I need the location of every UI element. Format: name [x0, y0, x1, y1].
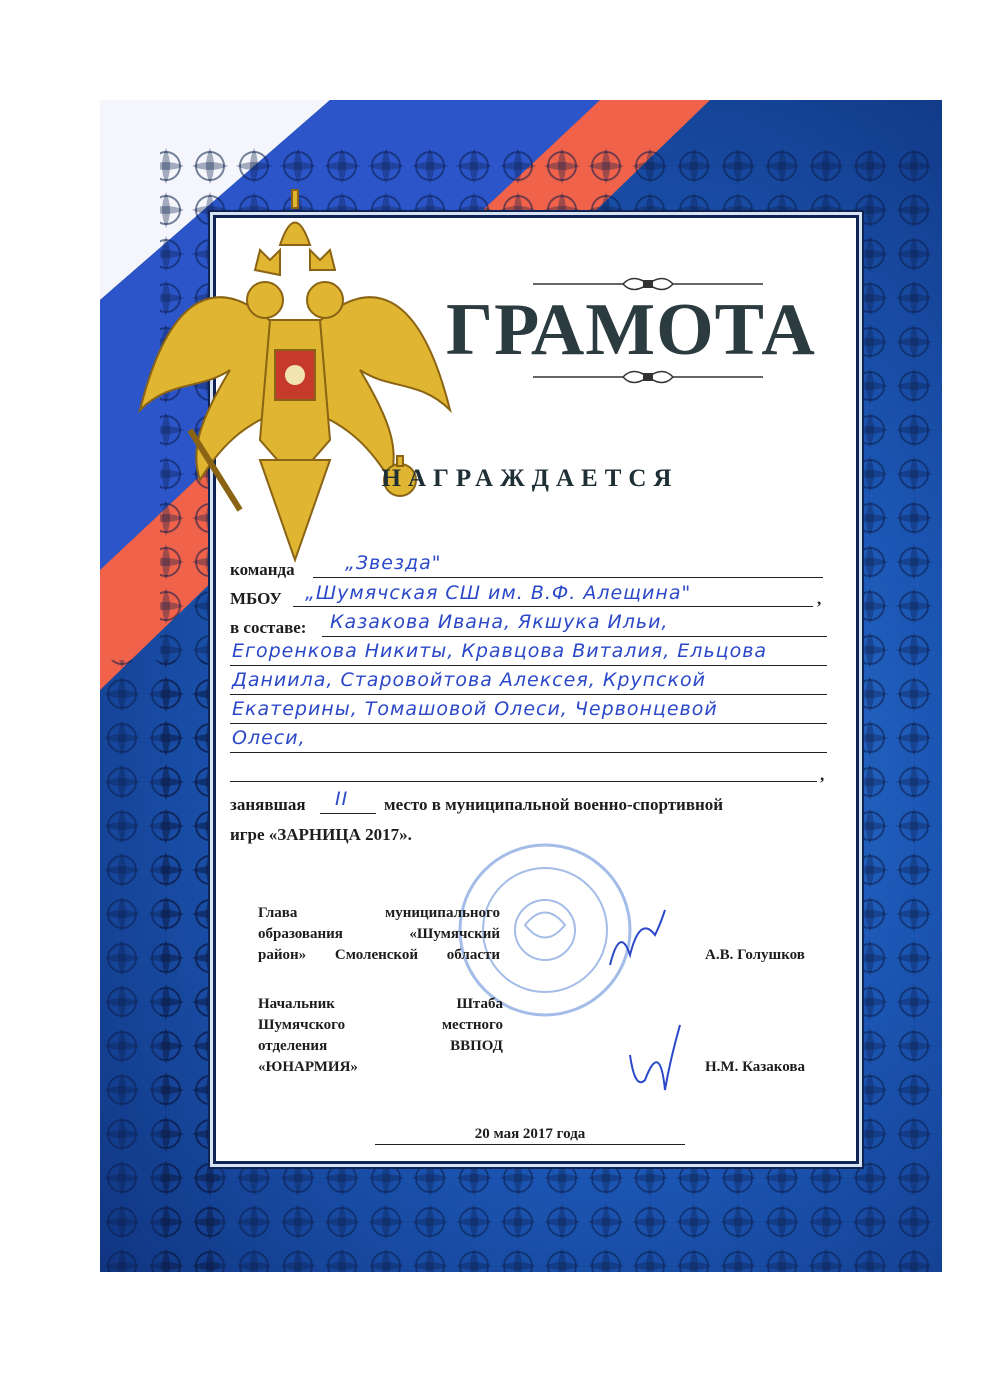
- issue-date: 20 мая 2017 года: [474, 1126, 586, 1142]
- subtitle-awarded: НАГРАЖДАЕТСЯ: [381, 465, 679, 492]
- members-rule-5: [230, 752, 827, 753]
- signer-1-line-1: Глава муниципального: [258, 905, 500, 921]
- team-rule: [313, 577, 823, 578]
- signer-2-title: [258, 994, 503, 1078]
- members-label: в составе:: [230, 618, 307, 637]
- members-line-3: Даниила, Старовойтова Алексея, Крупской: [232, 669, 706, 691]
- members-line-1: Казакова Ивана, Якшука Ильи,: [330, 611, 669, 633]
- members-rule-3: [230, 694, 827, 695]
- school-label: МБОУ: [230, 589, 282, 608]
- signer-1-name: А.В. Голушков: [705, 947, 805, 963]
- place-rule: [320, 813, 376, 814]
- date-rule: [375, 1144, 685, 1145]
- team-value: „Звезда": [345, 552, 442, 574]
- team-label: команда: [230, 560, 295, 579]
- place-prefix: занявшая: [230, 795, 306, 814]
- signature-icon: [625, 1020, 685, 1100]
- school-rule: [293, 606, 813, 607]
- signer-1-title: [258, 903, 500, 966]
- signer-1-line-3: район» Смоленской области: [258, 947, 500, 963]
- signature-icon: [600, 905, 670, 975]
- signer-2-line-3: отделения ВВПОД: [258, 1038, 503, 1054]
- signer-1-line-2: образования «Шумячский: [258, 926, 500, 942]
- signer-2-line-2: Шумячского местного: [258, 1017, 503, 1033]
- place-line-2: игре «ЗАРНИЦА 2017».: [230, 825, 412, 844]
- school-end: ,: [817, 589, 822, 608]
- school-value: „Шумячская СШ им. В.Ф. Алещина": [305, 582, 692, 604]
- place-suffix: место в муниципальной военно-спортивной: [384, 795, 724, 814]
- members-rule-4: [230, 723, 827, 724]
- members-rule-1: [322, 636, 827, 637]
- signer-2-line-1: Начальник Штаба: [258, 996, 503, 1012]
- double-headed-eagle-emblem-icon: [130, 160, 460, 580]
- place-value: II: [335, 788, 349, 810]
- signer-2-name: Н.М. Казакова: [705, 1059, 805, 1075]
- signer-2-line-4: «ЮНАРМИЯ»: [258, 1059, 358, 1075]
- members-line-5: Олеси,: [232, 727, 306, 749]
- members-line-4: Екатерины, Томашовой Олеси, Червонцевой: [232, 698, 718, 720]
- members-rule-6: [230, 781, 817, 782]
- members-line-2: Егоренкова Никиты, Кравцова Виталия, Ельцова: [232, 640, 768, 662]
- page-title: ГРАМОТА: [446, 289, 816, 371]
- bottom-ornament: [533, 366, 763, 388]
- members-rule-2: [230, 665, 827, 666]
- members-end: ,: [820, 765, 825, 784]
